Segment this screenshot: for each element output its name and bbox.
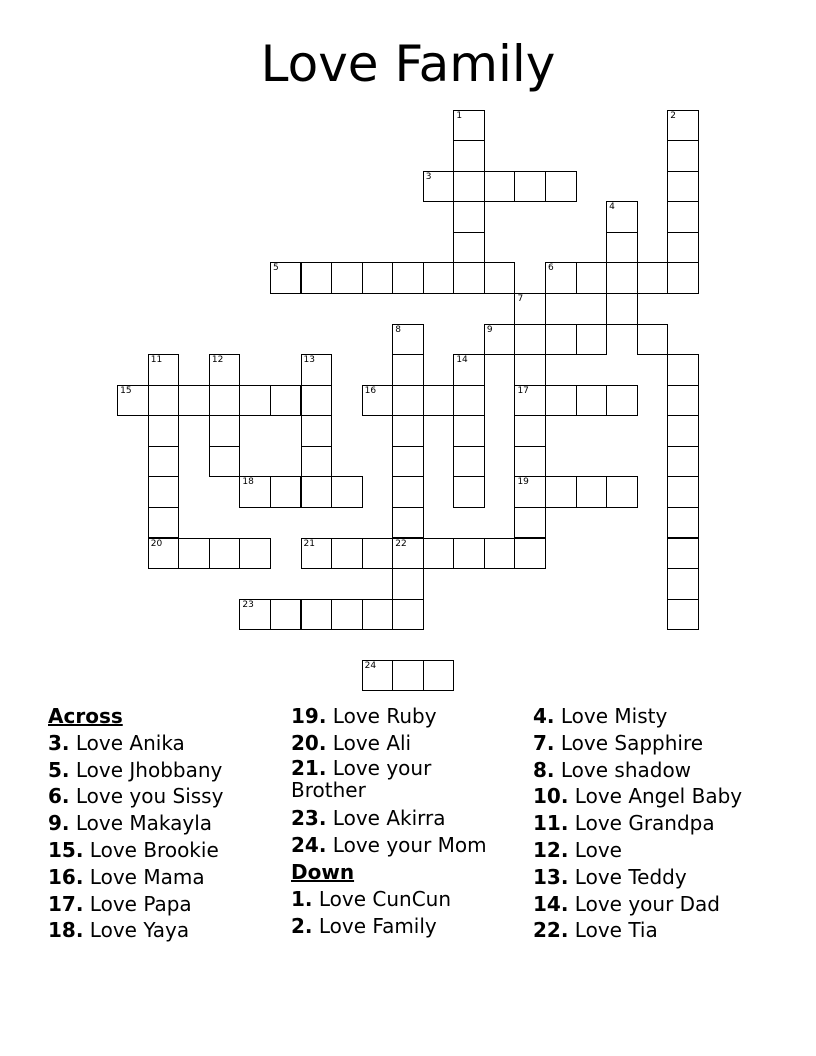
cell-number: 3 (425, 171, 432, 182)
grid-cell[interactable] (331, 476, 363, 508)
cell-number: 23 (242, 599, 254, 610)
cell-number: 16 (364, 385, 377, 396)
clue-column-2 (291, 703, 496, 939)
grid-cell[interactable] (117, 385, 149, 417)
grid-cell[interactable] (148, 385, 180, 417)
clue-down-10: 10. Love Angel Baby (533, 784, 743, 809)
clue-down-7: 7. Love Sapphire (533, 730, 704, 755)
grid-cell[interactable] (239, 476, 271, 508)
grid-cell[interactable] (301, 538, 333, 570)
grid-cell[interactable] (453, 262, 485, 294)
grid-cell[interactable] (576, 262, 608, 294)
grid-cell[interactable] (270, 599, 302, 631)
grid-cell[interactable] (453, 110, 485, 142)
grid-cell[interactable] (301, 446, 333, 478)
grid-cell[interactable] (514, 354, 546, 386)
clue-across-20: 20. Love Ali (291, 730, 412, 755)
grid-cell[interactable] (209, 538, 241, 570)
grid-cell[interactable] (514, 476, 546, 508)
across-header: Across (48, 704, 123, 728)
clue-across-9: 9. Love Makayla (48, 811, 213, 836)
grid-cell[interactable] (148, 476, 180, 508)
grid-cell[interactable] (301, 354, 333, 386)
grid-cell[interactable] (423, 171, 455, 203)
clue-across-19: 19. Love Ruby (291, 704, 437, 728)
cell-number: 14 (456, 355, 468, 366)
cell-number: 24 (364, 660, 377, 671)
grid-cell[interactable] (239, 538, 271, 570)
grid-cell[interactable] (514, 385, 546, 417)
clue-down-2: 2. Love Family (291, 913, 437, 938)
grid-cell[interactable] (667, 354, 699, 386)
grid-cell[interactable] (606, 232, 638, 264)
grid-cell[interactable] (453, 415, 485, 447)
grid-cell[interactable] (667, 110, 699, 142)
grid-cell[interactable] (392, 507, 424, 539)
grid-cell[interactable] (545, 262, 577, 294)
cell-number: 13 (303, 355, 315, 366)
clue-down-13: 13. Love Teddy (533, 864, 687, 889)
cell-number: 5 (272, 263, 279, 274)
grid-cell[interactable] (514, 171, 546, 203)
grid-cell[interactable] (514, 324, 546, 356)
grid-cell[interactable] (514, 507, 546, 539)
down-header: Down (291, 859, 355, 884)
grid-cell[interactable] (148, 415, 180, 447)
cell-number: 22 (395, 538, 407, 549)
grid-cell[interactable] (545, 385, 577, 417)
grid-cell[interactable] (301, 385, 333, 417)
grid-cell[interactable] (576, 385, 608, 417)
grid-cell[interactable] (667, 446, 699, 478)
grid-cell[interactable] (423, 262, 455, 294)
clue-down-4: 4. Love Misty (533, 704, 668, 728)
grid-cell[interactable] (545, 324, 577, 356)
grid-cell[interactable] (453, 201, 485, 233)
grid-cell[interactable] (423, 538, 455, 570)
grid-cell[interactable] (331, 262, 363, 294)
grid-cell[interactable] (606, 293, 638, 325)
grid-cell[interactable] (148, 538, 180, 570)
grid-cell[interactable] (239, 599, 271, 631)
grid-cell[interactable] (667, 201, 699, 233)
grid-cell[interactable] (453, 476, 485, 508)
grid-cell[interactable] (270, 262, 302, 294)
clue-across-3: 3. Love Anika (48, 730, 185, 755)
grid-cell[interactable] (667, 171, 699, 203)
cell-number: 20 (150, 538, 163, 549)
cell-number: 7 (517, 294, 524, 305)
grid-cell[interactable] (392, 568, 424, 600)
grid-cell[interactable] (423, 385, 455, 417)
grid-cell[interactable] (392, 538, 424, 570)
cell-number: 2 (670, 110, 676, 121)
grid-cell[interactable] (453, 385, 485, 417)
grid-cell[interactable] (301, 476, 333, 508)
grid-cell[interactable] (484, 262, 516, 294)
grid-cell[interactable] (667, 415, 699, 447)
grid-cell[interactable] (453, 232, 485, 264)
grid-cell[interactable] (667, 476, 699, 508)
clue-across-5: 5. Love Jhobbany (48, 757, 223, 782)
grid-cell[interactable] (392, 354, 424, 386)
grid-cell[interactable] (545, 476, 577, 508)
clue-column-3 (533, 703, 742, 944)
clue-across-17: 17. Love Papa (48, 891, 192, 916)
cell-number: 19 (517, 477, 529, 488)
puzzle-title: Love Family (260, 35, 556, 93)
grid-cell[interactable] (484, 324, 516, 356)
grid-cell[interactable] (545, 171, 577, 203)
clue-down-11: 11. Love Grandpa (533, 811, 715, 836)
grid-cell[interactable] (484, 171, 516, 203)
clue-across-24: 24. Love your Mom (291, 833, 487, 858)
clue-across-16: 16. Love Mama (48, 864, 205, 889)
grid-cell[interactable] (209, 354, 241, 386)
cell-number: 6 (548, 263, 554, 274)
grid-cell[interactable] (606, 385, 638, 417)
grid-cell[interactable] (392, 446, 424, 478)
grid-cell[interactable] (178, 538, 210, 570)
grid-cell[interactable] (362, 660, 394, 692)
grid-cell[interactable] (667, 507, 699, 539)
clue-across-15: 15. Love Brookie (48, 837, 219, 862)
grid-cell[interactable] (392, 476, 424, 508)
grid-cell[interactable] (148, 446, 180, 478)
grid-cell[interactable] (667, 140, 699, 172)
grid-cell[interactable] (453, 171, 485, 203)
grid-cell[interactable] (514, 446, 546, 478)
cell-number: 18 (242, 477, 254, 488)
grid-cell[interactable] (362, 599, 394, 631)
clue-down-14: 14. Love your Dad (533, 891, 721, 916)
grid-cell[interactable] (209, 385, 241, 417)
grid-cell[interactable] (667, 385, 699, 417)
clue-across-23: 23. Love Akirra (291, 806, 446, 831)
grid-cell[interactable] (667, 538, 699, 570)
clue-down-12: 12. Love (533, 837, 622, 862)
grid-cell[interactable] (514, 415, 546, 447)
grid-cell[interactable] (514, 538, 546, 570)
grid-cell[interactable] (301, 262, 333, 294)
grid-cell[interactable] (148, 354, 180, 386)
grid-cell[interactable] (484, 538, 516, 570)
grid-cell[interactable] (392, 385, 424, 417)
grid-cell[interactable] (301, 599, 333, 631)
cell-number: 4 (609, 202, 615, 213)
cell-number: 15 (120, 385, 132, 396)
grid-cell[interactable] (606, 476, 638, 508)
grid-cell[interactable] (667, 568, 699, 600)
grid-cell[interactable] (667, 232, 699, 264)
clue-down-22: 22. Love Tia (533, 918, 658, 943)
clue-down-8: 8. Love shadow (533, 757, 692, 782)
grid-cell[interactable] (667, 262, 699, 294)
cell-number: 1 (456, 110, 463, 121)
cell-number: 17 (517, 385, 529, 396)
grid-cell[interactable] (453, 538, 485, 570)
cell-number: 21 (303, 538, 315, 549)
cell-number: 9 (486, 324, 493, 335)
grid-cell[interactable] (606, 201, 638, 233)
grid-cell[interactable] (453, 354, 485, 386)
grid-cell[interactable] (423, 660, 455, 692)
grid-cell[interactable] (392, 324, 424, 356)
clue-column-1 (48, 703, 223, 944)
grid-cell[interactable] (331, 538, 363, 570)
clue-across-6: 6. Love you Sissy (48, 784, 224, 809)
clue-across-21: 21. Love your Brother (291, 755, 432, 802)
grid-cell[interactable] (362, 538, 394, 570)
grid-cell[interactable] (148, 507, 180, 539)
grid-cell[interactable] (209, 415, 241, 447)
grid-cell[interactable] (453, 140, 485, 172)
grid-cell[interactable] (270, 476, 302, 508)
clue-across-18: 18. Love Yaya (48, 918, 190, 943)
clue-down-1: 1. Love CunCun (291, 886, 452, 911)
cell-number: 11 (150, 355, 163, 366)
grid-cell[interactable] (576, 324, 608, 356)
grid-cell[interactable] (637, 262, 669, 294)
grid-cell[interactable] (392, 262, 424, 294)
grid-cell[interactable] (453, 446, 485, 478)
grid-cell[interactable] (637, 324, 669, 356)
grid-cell[interactable] (362, 385, 394, 417)
cell-number: 8 (395, 324, 401, 335)
grid-cell[interactable] (331, 599, 363, 631)
grid-cell[interactable] (270, 385, 302, 417)
grid-cell[interactable] (667, 599, 699, 631)
grid-cell[interactable] (239, 385, 271, 417)
grid-cell[interactable] (514, 293, 546, 325)
grid-cell[interactable] (392, 660, 424, 692)
grid-cell[interactable] (178, 385, 210, 417)
grid-cell[interactable] (209, 446, 241, 478)
grid-cell[interactable] (576, 476, 608, 508)
grid-cell[interactable] (392, 599, 424, 631)
grid-cell[interactable] (362, 262, 394, 294)
grid-cell[interactable] (392, 415, 424, 447)
grid-cell[interactable] (301, 415, 333, 447)
cell-number: 12 (211, 355, 224, 366)
